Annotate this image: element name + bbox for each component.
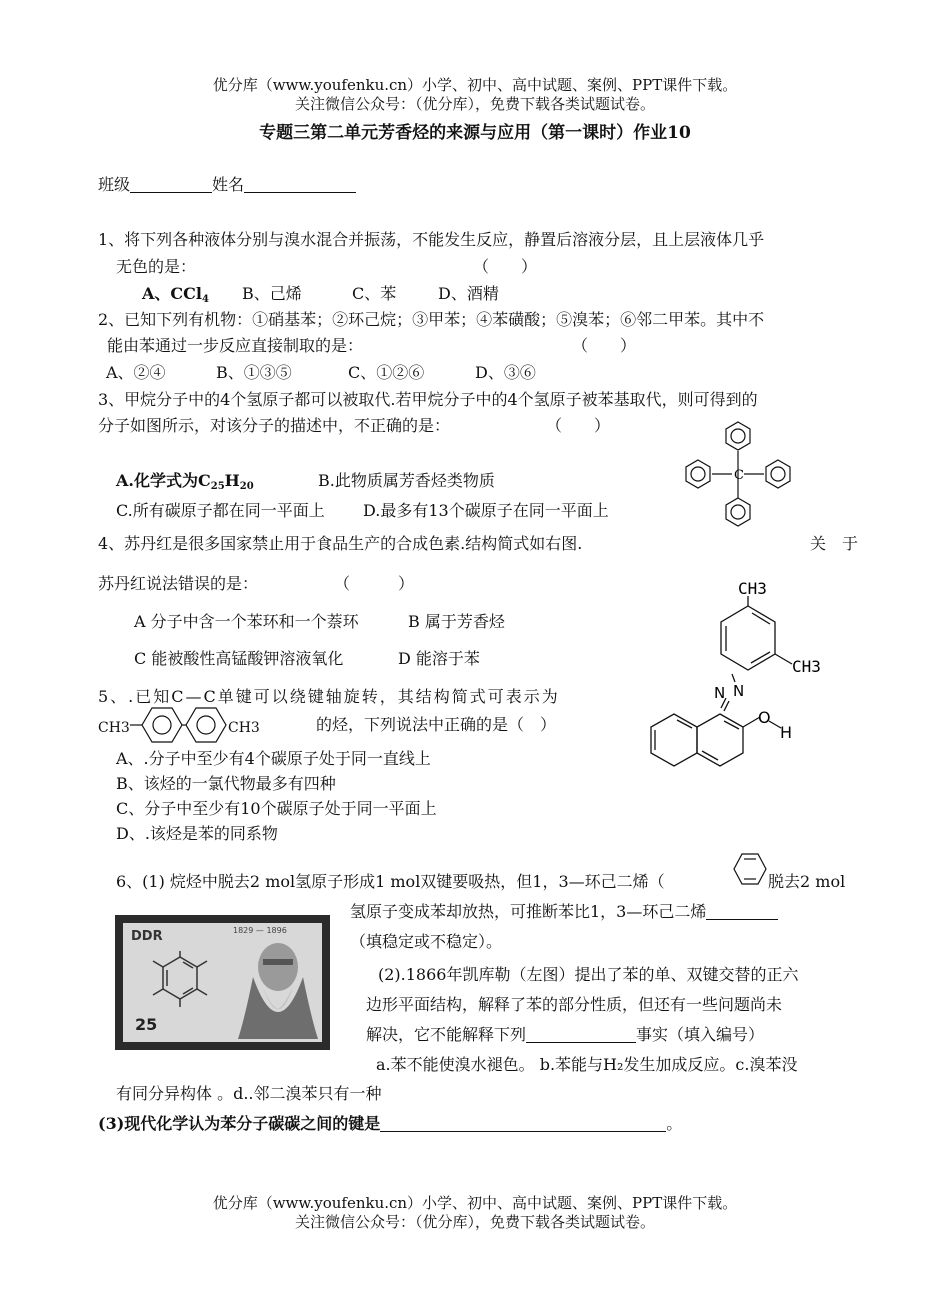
q5-option-b: B、该烃的一氯代物最多有四种	[116, 774, 336, 793]
sudan-red-figure	[640, 578, 850, 768]
q5-text-1: 5、.已知C—C单键可以绕键轴旋转，其结构简式可表示为	[98, 687, 560, 706]
stamp-country-label: DDR	[131, 929, 163, 944]
q6-part3: (3)现代化学认为苯分子碳碳之间的键是 。	[98, 1114, 683, 1133]
q5-option-c: C、分子中至少有10个碳原子处于同一平面上	[116, 799, 437, 818]
q6-part1-line1b: 脱去2 mol	[768, 872, 846, 891]
stamp-years-label: 1829 — 1896	[233, 926, 287, 935]
kekule-stamp-image	[115, 915, 330, 1050]
q6-part2-line4: a.苯不能使溴水褪色。 b.苯能与H₂发生加成反应。c.溴苯没	[376, 1055, 798, 1074]
q4-option-c: C 能被酸性高锰酸钾溶液氧化	[134, 649, 344, 668]
q1-option-d: D、酒精	[438, 284, 499, 303]
q3-option-d: D.最多有13个碳原子在同一平面上	[363, 501, 609, 520]
footer-line-1: 优分库（www.youfenku.cn）小学、初中、高中试题、案例、PPT课件下载。	[212, 1194, 738, 1212]
q2-option-c: C、①②⑥	[348, 363, 425, 382]
q6-part2-line2: 边形平面结构，解释了苯的部分性质，但还有一些问题尚未	[366, 995, 783, 1014]
q6-part2-line5: 有同分异构体 。d..邻二溴苯只有一种	[116, 1084, 382, 1103]
q5-text-2: 的烃，下列说法中正确的是（ ）	[316, 715, 557, 734]
stamp-value-label: 25	[135, 1015, 158, 1034]
q6-part1-line3: （填稳定或不稳定）。	[350, 932, 503, 951]
name-label: 姓名	[212, 175, 245, 194]
n-label-2: N	[714, 684, 726, 702]
q3-paren: （ ）	[546, 416, 611, 435]
ch3-top-label: CH3	[738, 579, 767, 598]
q2-option-d: D、③⑥	[475, 363, 536, 382]
q2-text-2: 能由苯通过一步反应直接制取的是：	[107, 336, 364, 355]
q5-option-a: A、.分子中至少有4个碳原子处于同一直线上	[116, 749, 431, 768]
q4-option-a: A 分子中含一个苯环和一个萘环	[134, 612, 359, 631]
q1-option-c: C、苯	[352, 284, 397, 303]
central-carbon-label: C	[734, 468, 744, 483]
q6-part1-line1a: 6、(1) 烷烃中脱去2 mol氢原子形成1 mol双键要吸热，但1，3—环己二烯（	[116, 872, 665, 891]
q1-text-2: 无色的是：	[116, 257, 197, 276]
footer-line-2: 关注微信公众号：（优分库），免费下载各类试题试卷。	[294, 1213, 655, 1231]
stamp-benzene-icon	[145, 951, 215, 1009]
q6-part2-line1: (2).1866年凯库勒（左图）提出了苯的单、双键交替的正六	[378, 965, 799, 984]
q6-part1-blank	[706, 903, 778, 920]
q1-option-b: B、己烯	[242, 284, 302, 303]
stamp-portrait	[233, 937, 318, 1039]
q3-text-1: 3、甲烷分子中的4个氢原子都可以被取代.若甲烷分子中的4个氢原子被苯基取代，则可得到的	[98, 390, 758, 409]
q4-text-2: 苏丹红说法错误的是：	[98, 574, 259, 593]
tetraphenylmethane-figure	[680, 418, 800, 530]
h-label: H	[780, 723, 793, 742]
q3-option-c: C.所有碳原子都在同一平面上	[116, 501, 325, 520]
q3-option-a: A.化学式为$C_{25}H_{20}$	[116, 471, 254, 492]
page-title: 专题三第二单元芳香烃的来源与应用（第一课时）作业10	[259, 123, 691, 143]
q6-part1-line2: 氢原子变成苯却放热，可推断苯比1，3—环己二烯	[350, 899, 778, 922]
q5-fig-left: CH3	[98, 720, 130, 736]
q4-text-1-right: 关 于	[810, 534, 859, 553]
ch3-right-label: CH3	[792, 657, 821, 676]
q5-option-d: D、.该烃是苯的同系物	[116, 824, 278, 843]
q2-option-a: A、②④	[106, 363, 166, 382]
n-label-1: N	[733, 682, 745, 700]
class-blank	[130, 176, 212, 193]
student-info	[98, 172, 356, 195]
q3-option-b: B.此物质属芳香烃类物质	[318, 471, 495, 490]
q5-fig-right: CH3	[228, 720, 260, 736]
q4-text-1: 4、苏丹红是很多国家禁止用于食品生产的合成色素.结构简式如右图.	[98, 534, 583, 553]
q1-text-1: 1、将下列各种液体分别与溴水混合并振荡，不能发生反应，静置后溶液分层，且上层液体几乎	[98, 230, 765, 249]
cyclohexadiene-figure	[732, 852, 768, 886]
biphenyl-figure	[130, 703, 230, 743]
name-blank	[244, 176, 356, 193]
o-label: O	[758, 708, 771, 727]
class-label: 班级	[98, 175, 131, 194]
q6-part2-blank	[526, 1026, 636, 1043]
q2-paren: （ ）	[572, 336, 637, 355]
header-line-1: 优分库（www.youfenku.cn）小学、初中、高中试题、案例、PPT课件下载。	[212, 76, 738, 94]
q6-part3-blank	[380, 1115, 666, 1132]
q1-option-a: A、CCl$_4$	[142, 284, 209, 305]
q1-paren: （ ）	[473, 257, 538, 276]
q4-paren: （ ）	[334, 574, 415, 593]
q2-text-1: 2、已知下列有机物：①硝基苯；②环己烷；③甲苯；④苯磺酸；⑤溴苯；⑥邻二甲苯。其中不	[98, 310, 765, 329]
q4-option-d: D 能溶于苯	[398, 649, 480, 668]
header-line-2: 关注微信公众号：（优分库），免费下载各类试题试卷。	[294, 95, 655, 113]
q4-option-b: B 属于芳香烃	[408, 612, 505, 631]
q2-option-b: B、①③⑤	[216, 363, 292, 382]
q6-part2-line3: 解决，它不能解释下列 事实（填入编号）	[366, 1025, 765, 1044]
q3-text-2: 分子如图所示，对该分子的描述中，不正确的是：	[98, 416, 451, 435]
